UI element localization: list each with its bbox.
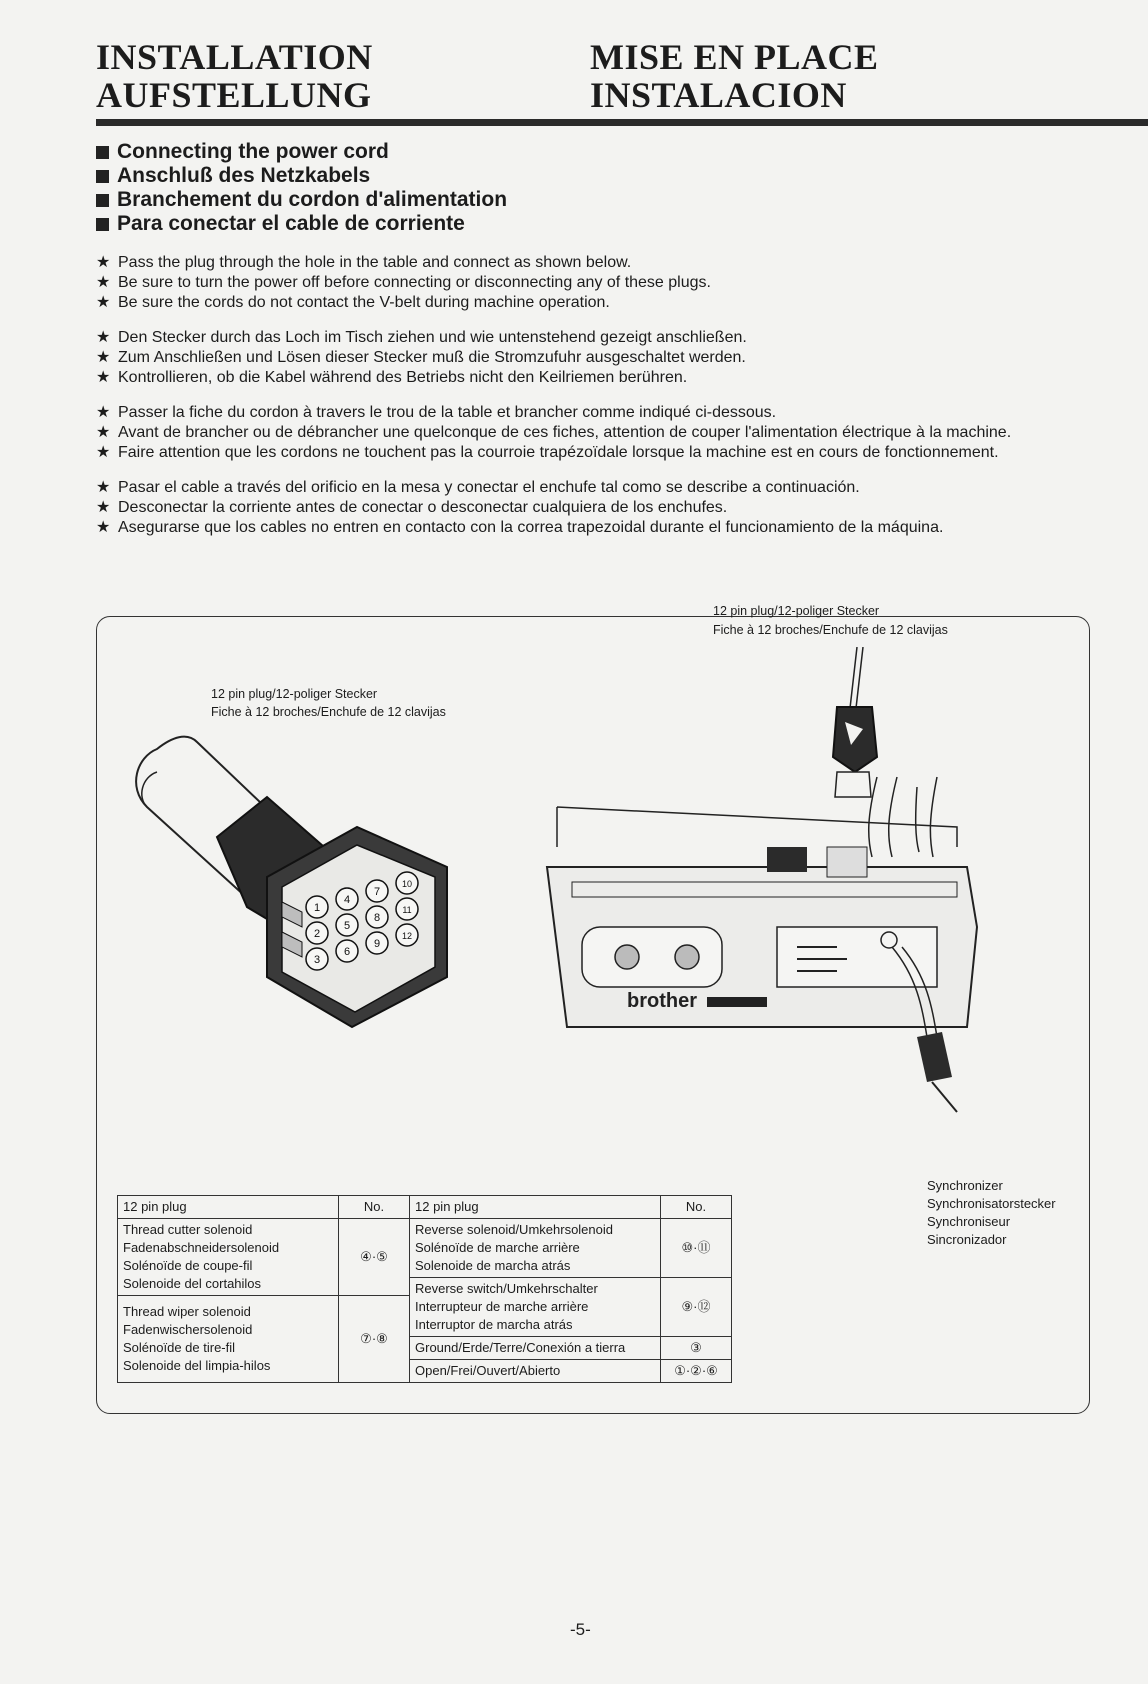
title-left [96, 38, 373, 114]
pin-number: 1 [313, 902, 321, 914]
instructions-fr [96, 403, 1086, 463]
star-bullet-icon: ★ [96, 349, 111, 366]
dial-knob-icon [615, 945, 639, 969]
pin-number: 5 [343, 920, 351, 932]
pin-socket [827, 847, 867, 877]
table-cell: ④·⑤ [339, 1219, 410, 1296]
plug-tip [835, 772, 871, 797]
instruction-item: ★ Asegurarse que los cables no entren en contacto con la correa trapezoidal durante el funcionamiento de la máquina. [96, 519, 944, 536]
heading-es: Para conectar el cable de corriente [96, 212, 507, 236]
title-rule [96, 119, 1148, 126]
table-header: No. [339, 1196, 410, 1219]
sync-cable-tail [932, 1082, 957, 1112]
table-cell: Reverse solenoid/Umkehrsolenoid Solénoïde de marche arrière Solenoide de marcha atrás [410, 1219, 661, 1278]
instruction-item: ★ Desconectar la corriente antes de conectar o desconectar cualquiera de los enchufes. [96, 499, 728, 516]
page-number: -5- [570, 1620, 591, 1639]
star-bullet-icon: ★ [96, 479, 111, 496]
instruction-item: ★ Passer la fiche du cordon à travers le trou de la table et brancher comme indiqué ci-dessous. [96, 404, 777, 421]
heading-de: Anschluß des Netzkabels [96, 164, 507, 188]
table-header: 12 pin plug [410, 1196, 661, 1219]
section-headings [96, 140, 507, 236]
star-bullet-icon: ★ [96, 329, 111, 346]
instruction-item: ★ Kontrollieren, ob die Kabel während des Betriebs nicht den Keilriemen berühren. [96, 369, 688, 386]
synchronizer-label: Synchronizer Synchronisatorstecker Synchroniseur Sincronizador [927, 1178, 1056, 1247]
table-cell: Open/Frei/Ouvert/Abierto [410, 1360, 661, 1383]
table-row [118, 1219, 732, 1278]
instructions [96, 253, 1086, 553]
table-cell: ③ [661, 1337, 732, 1360]
pin-number: 8 [373, 912, 381, 924]
star-bullet-icon: ★ [96, 294, 111, 311]
square-bullet-icon [96, 218, 109, 231]
star-bullet-icon: ★ [96, 404, 111, 421]
title-installation: INSTALLATION [96, 37, 373, 77]
pin-number: 12 [401, 931, 413, 941]
connection-figure [96, 604, 1090, 1414]
instructions-de [96, 328, 1086, 388]
sync-plug [917, 1032, 952, 1082]
title-instalacion: INSTALACION [590, 75, 847, 115]
instruction-item: ★ Zum Anschließen und Lösen dieser Stecker muß die Stromzufuhr ausgeschaltet werden. [96, 349, 746, 366]
dial-panel [582, 927, 722, 987]
instructions-en [96, 253, 1086, 313]
pin-number: 10 [401, 879, 413, 889]
star-bullet-icon: ★ [96, 424, 111, 441]
pin-assignment-table [117, 1195, 732, 1383]
table-cell: ⑩·⑪ [661, 1219, 732, 1278]
sync-socket [881, 932, 897, 948]
square-bullet-icon [96, 146, 109, 159]
model-badge [707, 997, 767, 1007]
instruction-item: ★ Be sure the cords do not contact the V-belt during machine operation. [96, 294, 610, 311]
table-cell: Thread cutter solenoid Fadenabschneidersolenoid Solénoïde de coupe-fil Solenoide del cortahilos [118, 1219, 339, 1296]
connector-cables [869, 777, 937, 857]
table-cell: ⑦·⑧ [339, 1296, 410, 1383]
title-right [590, 38, 879, 114]
heading-fr: Branchement du cordon d'alimentation [96, 188, 507, 212]
plug-caption-left: 12 pin plug/12-poliger Stecker Fiche à 12 broches/Enchufe de 12 clavijas [211, 687, 446, 719]
pin-number: 11 [402, 905, 412, 915]
heading-en: Connecting the power cord [96, 140, 507, 164]
title-aufstellung: AUFSTELLUNG [96, 75, 372, 115]
table-cell: Reverse switch/Umkehrschalter Interrupteur de marche arrière Interruptor de marcha atrás [410, 1278, 661, 1337]
instruction-item: ★ Den Stecker durch das Loch im Tisch ziehen und wie untenstehend gezeigt anschließen. [96, 329, 747, 346]
instruction-item: ★ Faire attention que les cordons ne touchent pas la courroie trapézoïdale lorsque la machine est en cours de fonctionnement. [96, 444, 999, 461]
star-bullet-icon: ★ [96, 369, 111, 386]
control-box-illustration [537, 647, 997, 1117]
switch-panel [777, 927, 937, 987]
pin-number: 6 [343, 946, 351, 958]
square-bullet-icon [96, 194, 109, 207]
table-cell: ①·②·⑥ [661, 1360, 732, 1383]
star-bullet-icon: ★ [96, 274, 111, 291]
pin-number: 9 [373, 938, 381, 950]
star-bullet-icon: ★ [96, 444, 111, 461]
instruction-item: ★ Pass the plug through the hole in the table and connect as shown below. [96, 254, 632, 271]
table-header: No. [661, 1196, 732, 1219]
table-cell: Thread wiper solenoid Fadenwischersolenoid Solénoïde de tire-fil Solenoide del limpia-hilos [118, 1296, 339, 1383]
instruction-item: ★ Avant de brancher ou de débrancher une quelconque de ces fiches, attention de couper l'alimentation électrique à la machine. [96, 424, 1012, 441]
table-cell: Ground/Erde/Terre/Conexión a tierra [410, 1337, 661, 1360]
table-header-row [118, 1196, 732, 1219]
table-cell: ⑨·⑫ [661, 1278, 732, 1337]
plug-caption-right: 12 pin plug/12-poliger Stecker Fiche à 12 broches/Enchufe de 12 clavijas [713, 604, 948, 637]
connector-socket [767, 847, 807, 872]
square-bullet-icon [96, 170, 109, 183]
pin-number: 7 [373, 886, 381, 898]
pin-number: 2 [313, 928, 321, 940]
plug-illustration [117, 717, 477, 1047]
instruction-item: ★ Pasar el cable a través del orificio en la mesa y conectar el enchufe tal como se describe a continuación. [96, 479, 860, 496]
title-mise-en-place: MISE EN PLACE [590, 37, 879, 77]
instructions-es [96, 478, 1086, 538]
brand-logo: brother [627, 990, 697, 1012]
star-bullet-icon: ★ [96, 519, 111, 536]
instruction-item: ★ Be sure to turn the power off before connecting or disconnecting any of these plugs. [96, 274, 711, 291]
dial-knob-icon [675, 945, 699, 969]
pin-number: 3 [313, 954, 321, 966]
star-bullet-icon: ★ [96, 499, 111, 516]
pin-number: 4 [343, 894, 351, 906]
table-header: 12 pin plug [118, 1196, 339, 1219]
star-bullet-icon: ★ [96, 254, 111, 271]
table-slot [557, 807, 957, 847]
